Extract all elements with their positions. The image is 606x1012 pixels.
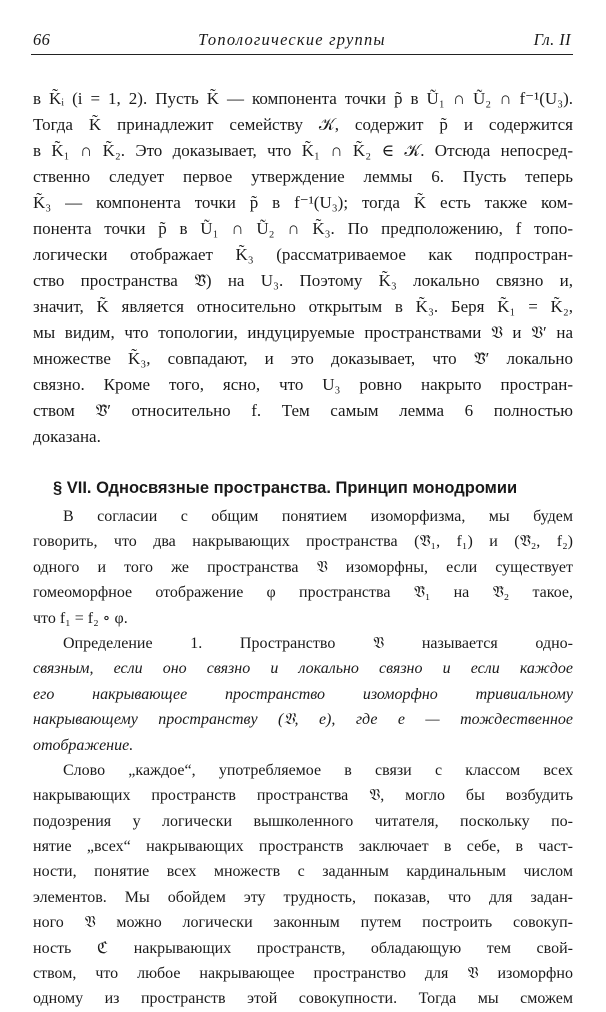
definition-block <box>33 631 573 758</box>
page-body <box>33 86 573 1012</box>
text-line: множестве K̃₃, совпадают, и это доказывает, что 𝔙̃′ локально <box>33 349 573 368</box>
text-line: ность ℭ накрывающих пространств, обладающую тем свой- <box>33 939 573 957</box>
text-line: K̃₃ — компонента точки p̃ в f⁻¹(U₃); тогда K̃ есть также ком- <box>33 193 573 212</box>
text-line: подозрения у логически вышколенного читателя, поскольку по- <box>33 812 573 830</box>
text-line: логически отображает K̃₃ (рассматриваемое как подпростран- <box>33 245 573 264</box>
definition-line: Определение 1. Пространство 𝔙 называется одно- <box>63 634 573 652</box>
text-line: что f₁ = f₂ ∘ φ. <box>33 609 128 627</box>
running-header <box>33 30 571 52</box>
text-line: говорить, что два накрывающих пространства (𝔙̃₁, f₁) и (𝔙̃₂, f₂) <box>33 533 573 551</box>
text-line: В согласии с общим понятием изоморфизма, мы будем <box>63 508 573 525</box>
text-line: понента точки p̃ в Ũ₁ ∩ Ũ₂ ∩ K̃₃. По предположению, f топо- <box>33 219 573 238</box>
text-line: нятие „всех“ накрывающих пространств заключает в себе, в част- <box>33 838 573 856</box>
paragraph-isomorphism <box>33 504 573 631</box>
definition-line: его накрывающее пространство изоморфно тривиальному <box>33 685 573 703</box>
paragraph-lemma-proof <box>33 86 573 450</box>
text-line: в K̃₁ ∩ K̃₂. Это доказывает, что K̃₁ ∩ K̃₂ ∈ 𝒦. Отсюда непосред- <box>33 141 573 160</box>
text-line: одному из пространств этой совокупности. Тогда мы сможем <box>33 990 573 1008</box>
text-line: одного и того же пространства 𝔙 изоморфны, если существует <box>33 558 573 576</box>
header-rule <box>31 54 573 55</box>
text-line: ного 𝔙 можно логически законным путем построить совокуп- <box>33 914 573 932</box>
text-line: ство пространства 𝔙̃) на U₃. Поэтому K̃₃ локально связно и, <box>33 271 573 290</box>
text-line: ственно следует первое утверждение леммы 6. Пусть теперь <box>33 167 573 186</box>
running-title: Топологические группы <box>198 30 386 49</box>
text-line: накрывающих пространств пространства 𝔙, могло бы возбудить <box>33 787 573 805</box>
definition-line: связным, если оно связно и локально связно и если каждое <box>33 660 573 678</box>
text-line: значит, K̃ является относительно открытым в K̃₃. Беря K̃₁ = K̃₂, <box>33 297 573 316</box>
text-line: в K̃ᵢ (i = 1, 2). Пусть K̃ — компонента точки p̃ в Ũ₁ ∩ Ũ₂ ∩ f⁻¹(U₃). <box>33 89 573 108</box>
text-line: мы видим, что топологии, индуцируемые пространствами 𝔙 и 𝔙′ на <box>33 323 573 342</box>
definition-line: накрывающему пространству (𝔙, e), где e — тождественное <box>33 711 573 729</box>
text-line: Слово „каждое“, употребляемое в связи с классом всех <box>63 761 573 779</box>
text-line: гомеоморфное отображение φ пространства 𝔙̃₁ на 𝔙̃₂ такое, <box>33 584 573 602</box>
text-line: Тогда K̃ принадлежит семейству 𝒦, содержит p̃ и содержится <box>33 115 573 134</box>
paragraph-every <box>33 758 573 1012</box>
text-line: ности, понятие всех множеств с заданным кардинальным числом <box>33 863 573 881</box>
text-line: доказана. <box>33 427 101 446</box>
text-line: элементов. Мы обойдем эту трудность, показав, что для задан- <box>33 888 573 906</box>
definition-line: отображение. <box>33 736 134 754</box>
text-line: связно. Кроме того, ясно, что U₃ ровно накрыто простран- <box>33 375 573 394</box>
text-line: ством 𝔙̃′ относительно f. Тем самым лемма 6 полностью <box>33 401 573 420</box>
text-line: ством, что любое накрывающее пространство для 𝔙 изоморфно <box>33 965 573 983</box>
chapter-label: Гл. II <box>533 30 571 49</box>
page-number: 66 <box>33 30 51 49</box>
section-heading: § VII. Односвязные пространства. Принцип монодромии <box>53 479 518 497</box>
